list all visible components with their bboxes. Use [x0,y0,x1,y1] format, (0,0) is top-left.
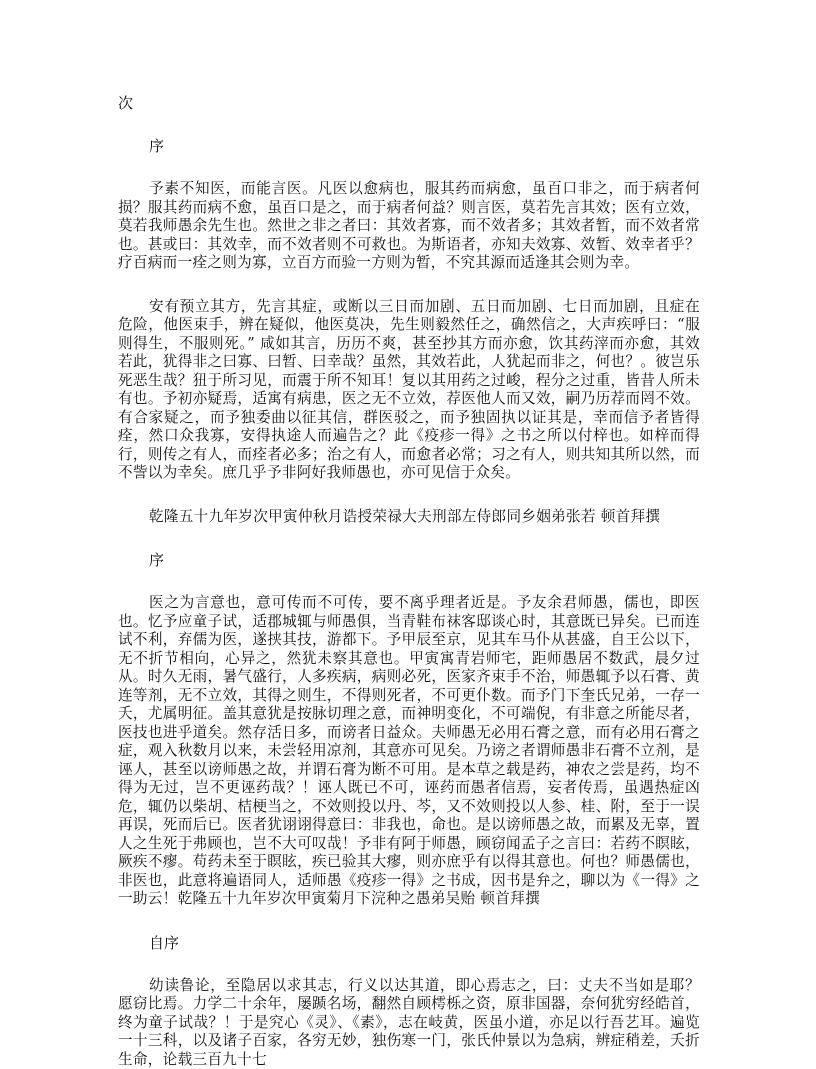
preface-1-paragraph-1: 予素不知医，而能言医。凡医以愈病也，服其药而病愈，虽百口非之，而于病者何损？服其药而病不愈，虽百口是之，而于病者何益？则言医，莫若先言其效；医有立效，莫若我师愚余先生也。然世之非之者曰：其效者寡，而不效者多；其效者暂，而不效者常也。甚或曰：其效幸，而不效者则不可救也。为斯语者，亦知夫效寡、效暂、效幸者乎？疗百病而一痊之则为寡，立百方而验一方则为暂，不究其源而适逢其会则为幸。 [118,180,700,273]
document-page [118,94,700,1069]
author-preface-paragraph-1: 幼读鲁论，至隐居以求其志，行义以达其道，即心焉志之，曰：丈夫不当如是耶？愿窃比焉。力学二十余年，屡踬名场，翻然自顾樗栎之资，原非国器，奈何犹穷经皓首，终为童子试哉？！于是究心《灵》、《素》，志在岐黄，医虽小道，亦足以行吾艺耳。遍览一十三科，以及诸子百家，各穷无妙，独伤寒一门，张氏仲景以为急病，辨症稍差，夭折生命，论载三百九十七 [118,977,700,1069]
preface-1-signature: 乾隆五十九年岁次甲寅仲秋月诰授荣禄大夫刑部左侍郎同乡姻弟张若 顿首拜撰 [118,508,700,527]
preface-1-paragraph-2: 安有预立其方，先言其症，或断以三日而加剧、五日而加剧、七日而加剧，且症在危险，他医束手，辨在疑似，他医莫决，先生则毅然任之，确然信之，大声疾呼曰：“服则得生，不服则死。” 咸如其言，历历不爽，甚至抄其方而亦愈，饮其药滓而亦愈，其效若此，犹得非之曰寡、曰暂、曰幸哉？虽然，其效若此，人犹起而非之，何也？。彼岂乐死恶生哉？狃于所习见，而震于所不知耳！复以其用药之过峻，程分之过重，皆昔人所未有也。予初亦疑焉，适寓有病患，医之无不立效，荐医他人而又效，嗣乃历荐而罔不效。有合家疑之，而予独委曲以征其信，群医驳之，而予独固执以证其是，幸而信予者皆得痊，然口众我寡，安得执途人而遍告之？此《疫疹一得》之书之所以付梓也。如梓而得行，则传之有人，而痊者必多；治之有人，而愈者必常；习之有人，则共知其所以然，而不訾以为幸矣。庶几乎予非阿好我师愚也，亦可见信于众矣。 [118,298,700,483]
section-title-preface-2: 序 [118,551,700,569]
preface-2-paragraph-1: 医之为言意也，意可传而不可传，要不离乎理者近是。予友余君师愚，儒也，即医也。忆予应童子试，适郡城辄与师愚俱，当青鞋布袜客邸谈心时，其意既已异矣。已而连试不利，弃儒为医，遂挟其技，游都下。予甲辰至京，见其车马仆从甚盛，自王公以下，无不折节相向，心异之，然犹未察其意也。甲寅寓青岩师宅，距师愚居不数武，晨夕过从。时久无雨，暑气盛行，人多疾病，病则必死，医家齐束手不治，师愚辄予以石膏、黄连等剂，无不立效，其得之则生，不得则死者，不可更仆数。而予门下奎氏兄弟，一存一夭，尤属明征。盖其意犹是按脉切理之意，而神明变化，不可端倪，有非意之所能尽者，医技也进乎道矣。然存活日多，而谤者日益众。夫师愚无必用石膏之意，而有必用石膏之症，观入秋数月以来，未尝轻用凉剂，其意亦可见矣。乃谤之者谓师愚非石膏不立剂，是诬人，甚至以谤师愚之故，并谓石膏为断不可用。是本草之载是药，神农之尝是药，均不得为无过，岂不更诬药哉？！诬人既已不可，诬药而愚者信焉，妄者传焉，虽遇热症凶危，辄仍以柴胡、桔梗当之，不效则投以丹、芩，又不效则投以人参、桂、附，至于一误再误，死而后已。医者犹诩诩得意曰：非我也，命也。是以谤师愚之故，而累及无辜，置人之生死于弗顾也，岂不大可叹哉！予非有阿于师愚，顾窃闻孟子之言曰：若药不瞑眩，厥疾不瘳。苟药未至于瞑眩，疾已验其大瘳，则亦庶乎有以得其意也。何也？师愚儒也，非医也，此意将遍语同人，适师愚《疫疹一得》之书成，因书是弁之，聊以为《一得》之一助云！乾隆五十九年岁次甲寅菊月下浣种之愚弟吴贻 顿首拜撰 [118,594,700,909]
heading-fragment: 次 [118,94,700,112]
section-title-author-preface: 自序 [118,934,700,952]
section-title-preface-1: 序 [118,137,700,155]
